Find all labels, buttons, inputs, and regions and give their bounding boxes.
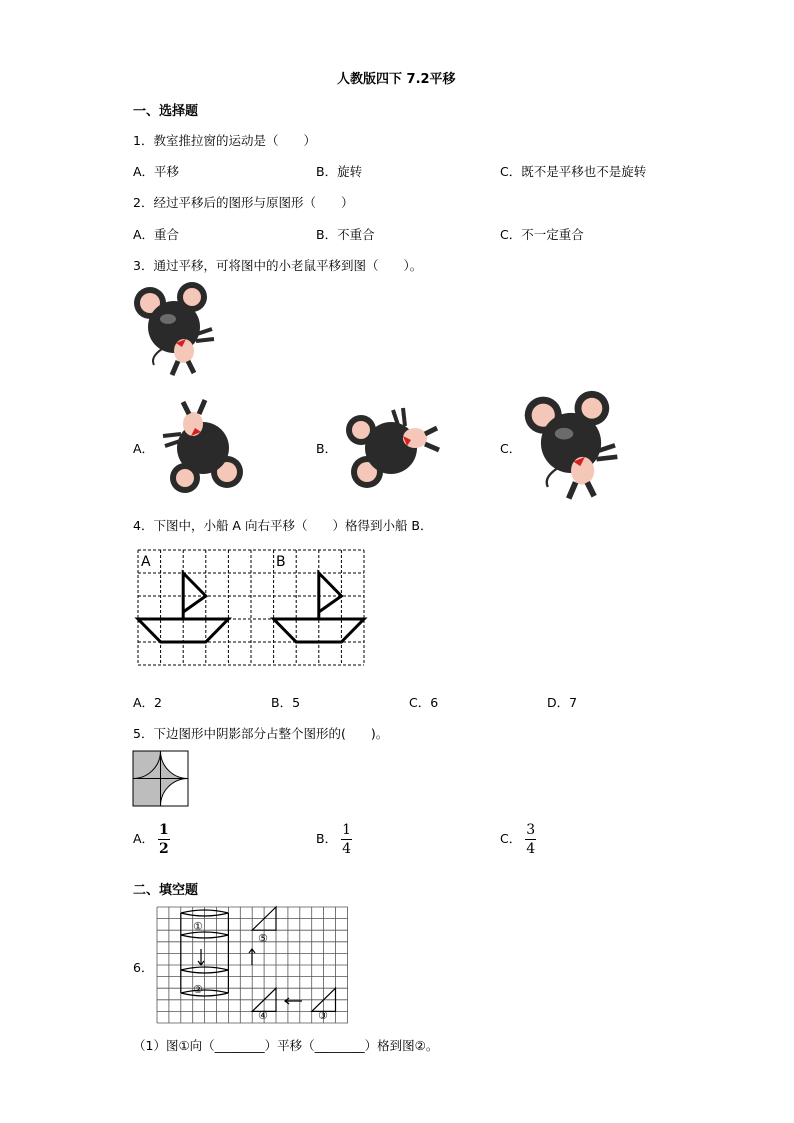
mouse-option-b-image <box>338 395 453 495</box>
question-1-option-a[interactable]: A．平移 <box>133 164 180 179</box>
question-4-option-d[interactable]: D．7 <box>547 695 578 710</box>
figure-label-1: ① <box>193 920 203 933</box>
option-c-prefix: C． <box>500 831 522 846</box>
question-1-option-c[interactable]: C．既不是平移也不是旋转 <box>500 164 647 179</box>
boat-grid-figure <box>138 550 366 666</box>
shaded-square-figure <box>133 751 189 807</box>
boat-a-label: A <box>141 554 151 570</box>
question-5-option-b[interactable] <box>316 823 352 856</box>
option-b-prefix: B． <box>316 831 338 846</box>
question-1-stem: 1．教室推拉窗的运动是（ ） <box>133 133 316 148</box>
section-heading-fill: 二、填空题 <box>133 883 199 898</box>
question-2-stem: 2．经过平移后的图形与原图形（ ） <box>133 195 354 210</box>
question-2-option-b[interactable]: B．不重合 <box>316 227 375 242</box>
mouse-option-c-image <box>522 392 627 502</box>
question-3-stem: 3．通过平移，可将图中的小老鼠平移到图（ ）。 <box>133 258 423 273</box>
question-5-option-a[interactable] <box>133 823 170 856</box>
question-2-option-c[interactable]: C．不一定重合 <box>500 227 584 242</box>
question-3-option-b[interactable]: B． <box>316 441 338 456</box>
translation-grid-figure <box>157 907 349 1024</box>
question-5-stem: 5．下边图形中阴影部分占整个图形的( )。 <box>133 726 389 741</box>
boat-b-label: B <box>276 554 286 570</box>
question-3-option-a[interactable]: A． <box>133 441 155 456</box>
question-4-option-a[interactable]: A．2 <box>133 695 163 710</box>
figure-label-2: ② <box>193 983 203 996</box>
figure-label-5: ⑤ <box>258 932 268 945</box>
section-heading-choice: 一、选择题 <box>133 104 199 119</box>
question-1-option-b[interactable]: B．旋转 <box>316 164 363 179</box>
mouse-original-image <box>132 283 222 378</box>
question-5-option-c[interactable] <box>500 823 536 856</box>
fraction-one-half: $\frac{1}{2}$ <box>159 822 169 857</box>
fraction-three-quarters: $\frac{3}{4}$ <box>526 822 536 857</box>
page-title: 人教版四下 7.2平移 <box>337 72 456 87</box>
mouse-option-a-image <box>155 398 245 493</box>
question-4-option-c[interactable]: C．6 <box>409 695 439 710</box>
figure-label-4: ④ <box>258 1009 268 1022</box>
question-4-stem: 4．下图中，小船 A 向右平移（ ）格得到小船 B． <box>133 518 433 533</box>
question-6-number: 6． <box>133 960 154 975</box>
option-a-prefix: A． <box>133 831 155 846</box>
fraction-one-quarter: $\frac{1}{4}$ <box>342 822 351 857</box>
question-3-option-c[interactable]: C． <box>500 441 522 456</box>
question-2-option-a[interactable]: A．重合 <box>133 227 180 242</box>
question-6-sub-1: （1）图①向（________）平移（________）格到图②。 <box>133 1038 439 1053</box>
question-4-option-b[interactable]: B．5 <box>271 695 301 710</box>
figure-label-3: ③ <box>318 1009 328 1022</box>
